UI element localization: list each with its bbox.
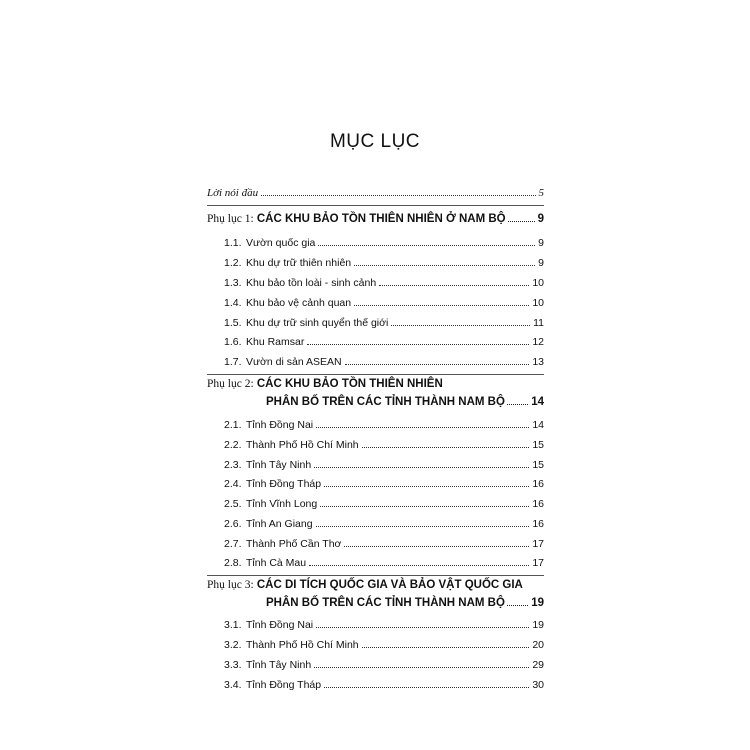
toc-item-label <box>224 297 351 309</box>
toc-item-label <box>224 237 315 249</box>
toc-page-number: 14 <box>531 396 544 408</box>
toc-item-label <box>224 639 359 651</box>
leader-dots <box>324 486 529 487</box>
leader-dots <box>316 526 530 527</box>
leader-dots <box>314 667 529 668</box>
toc-item-text: Khu bảo vệ cảnh quan <box>246 297 352 309</box>
toc-item-label <box>224 419 313 431</box>
toc-item <box>207 317 544 329</box>
toc-item-label <box>224 277 376 289</box>
leader-dots <box>354 265 535 266</box>
toc-entry-intro <box>207 187 544 199</box>
toc-item <box>207 419 544 431</box>
toc-item-text: Khu dự trữ thiên nhiên <box>246 257 352 269</box>
toc-item <box>207 538 544 550</box>
toc-item-number: 2.2. <box>224 439 242 451</box>
toc-item-text: Tỉnh Đồng Tháp <box>246 679 322 691</box>
appendix-title-line-2: PHÂN BỐ TRÊN CÁC TỈNH THÀNH NAM BỘ <box>266 597 505 609</box>
toc-page-number: 13 <box>532 356 544 368</box>
toc-page-number: 20 <box>532 639 544 651</box>
toc-item <box>207 659 544 671</box>
toc-item-text: Tỉnh An Giang <box>246 518 313 530</box>
toc-item-label <box>224 518 313 530</box>
toc-page-number: 15 <box>532 459 544 471</box>
toc-item-label <box>224 478 321 490</box>
toc-item-label <box>224 317 388 329</box>
toc-item-number: 1.7. <box>224 356 242 368</box>
toc-item-number: 1.6. <box>224 336 242 348</box>
toc-item-label <box>224 257 351 269</box>
toc-page-number: 15 <box>532 439 544 451</box>
toc-item-text: Tỉnh Cà Mau <box>246 557 307 569</box>
leader-dots <box>507 404 528 405</box>
leader-dots <box>508 221 535 222</box>
toc-item-text: Thành Phố Hồ Chí Minh <box>246 639 359 651</box>
toc-item <box>207 478 544 490</box>
toc-item-number: 3.3. <box>224 659 242 671</box>
toc-item-label <box>224 619 313 631</box>
leader-dots <box>309 565 529 566</box>
toc-page-number: 10 <box>532 297 544 309</box>
toc-item <box>207 257 544 269</box>
toc-item-text: Khu Ramsar <box>246 336 305 348</box>
toc-item-label <box>224 679 321 691</box>
leader-dots <box>314 467 529 468</box>
page-title: MỤC LỤC <box>329 131 421 152</box>
toc-page-number: 17 <box>532 538 544 550</box>
leader-dots <box>344 546 529 547</box>
toc-item-number: 2.7. <box>224 538 242 550</box>
toc-page-number: 16 <box>532 498 544 510</box>
toc-item-label <box>224 538 341 550</box>
toc-appendix-2 <box>207 396 544 408</box>
toc-item <box>207 297 544 309</box>
leader-dots <box>318 245 535 246</box>
toc-item-number: 2.5. <box>224 498 242 510</box>
toc-page-number: 12 <box>532 336 544 348</box>
toc-item-text: Tỉnh Tây Ninh <box>246 659 312 671</box>
toc-item <box>207 459 544 471</box>
appendix-lead: Phụ lục 3: <box>207 579 254 591</box>
toc-item-number: 2.8. <box>224 557 242 569</box>
toc-item-text: Vườn di sản ASEAN <box>246 356 342 368</box>
toc-item-number: 1.5. <box>224 317 242 329</box>
toc-item <box>207 336 544 348</box>
toc-page-number: 11 <box>533 317 544 329</box>
toc-page-number: 30 <box>532 679 544 691</box>
leader-dots <box>316 627 529 628</box>
leader-dots <box>261 195 535 196</box>
toc-item-text: Tỉnh Tây Ninh <box>246 459 312 471</box>
toc-page-number: 9 <box>538 257 544 269</box>
toc-page-number: 16 <box>532 478 544 490</box>
toc-item-label <box>224 659 311 671</box>
divider <box>207 205 544 206</box>
toc-entry-label: Lời nói đầu <box>207 187 259 199</box>
appendix-title: CÁC KHU BẢO TỒN THIÊN NHIÊN Ở NAM BỘ <box>256 213 506 225</box>
leader-dots <box>320 506 529 507</box>
toc-item-text: Thành Phố Hồ Chí Minh <box>246 439 359 451</box>
leader-dots <box>316 427 529 428</box>
toc-item <box>207 498 544 510</box>
leader-dots <box>362 447 530 448</box>
leader-dots <box>391 325 530 326</box>
toc-item-text: Vườn quốc gia <box>246 237 316 249</box>
toc-item-number: 2.3. <box>224 459 242 471</box>
leader-dots <box>507 605 528 606</box>
appendix-lead: Phụ lục 2: <box>207 378 254 390</box>
appendix-title: CÁC DI TÍCH QUỐC GIA VÀ BẢO VẬT QUỐC GIA <box>256 579 523 591</box>
toc-item <box>207 679 544 691</box>
toc-page-number: 9 <box>537 213 544 225</box>
toc-item-number: 3.4. <box>224 679 242 691</box>
appendix-heading-line-1 <box>207 579 523 591</box>
toc-item-number: 3.1. <box>224 619 242 631</box>
toc-item-label <box>224 498 317 510</box>
toc-item <box>207 439 544 451</box>
toc-item-text: Tỉnh Đồng Tháp <box>246 478 322 490</box>
appendix-heading <box>207 213 506 225</box>
toc-item-number: 2.6. <box>224 518 242 530</box>
toc-page-number: 9 <box>538 237 544 249</box>
toc-item <box>207 277 544 289</box>
toc-page-number: 19 <box>532 619 544 631</box>
toc-item-number: 2.1. <box>224 419 242 431</box>
leader-dots <box>307 344 529 345</box>
divider <box>207 575 544 576</box>
toc-item-label <box>224 459 311 471</box>
toc-item-label <box>224 356 342 368</box>
toc-item <box>207 518 544 530</box>
leader-dots <box>379 285 529 286</box>
toc-item-label <box>224 557 306 569</box>
toc-item <box>207 356 544 368</box>
appendix-lead: Phụ lục 1: <box>207 213 254 225</box>
toc-page-number: 10 <box>532 277 544 289</box>
toc-page-number: 14 <box>532 419 544 431</box>
toc-item <box>207 639 544 651</box>
appendix-title: CÁC KHU BẢO TỒN THIÊN NHIÊN <box>256 378 443 390</box>
leader-dots <box>324 687 529 688</box>
appendix-heading-line-1 <box>207 378 443 390</box>
toc-appendix-1 <box>207 213 544 225</box>
toc-item-text: Tỉnh Đồng Nai <box>246 419 314 431</box>
toc-page-number: 5 <box>538 187 544 199</box>
toc-page-number: 16 <box>532 518 544 530</box>
leader-dots <box>345 364 530 365</box>
leader-dots <box>354 305 529 306</box>
toc-item-text: Tỉnh Đồng Nai <box>246 619 314 631</box>
toc-item-text: Khu dự trữ sinh quyển thế giới <box>246 317 389 329</box>
toc-item-number: 1.4. <box>224 297 242 309</box>
appendix-title-line-2: PHÂN BỐ TRÊN CÁC TỈNH THÀNH NAM BỘ <box>266 396 505 408</box>
toc-item-text: Thành Phố Cần Thơ <box>246 538 342 550</box>
divider <box>207 374 544 375</box>
toc-page-number: 29 <box>532 659 544 671</box>
toc-item-number: 3.2. <box>224 639 242 651</box>
toc-item-label <box>224 336 304 348</box>
toc-item <box>207 557 544 569</box>
toc-item-number: 2.4. <box>224 478 242 490</box>
toc-item <box>207 619 544 631</box>
toc-item <box>207 237 544 249</box>
toc-page-number: 17 <box>532 557 544 569</box>
toc-item-label <box>224 439 359 451</box>
toc-appendix-3 <box>207 597 544 609</box>
toc-page-number: 19 <box>531 597 544 609</box>
toc-item-text: Tỉnh Vĩnh Long <box>246 498 318 510</box>
toc-item-text: Khu bảo tồn loài - sinh cảnh <box>246 277 377 289</box>
toc-item-number: 1.1. <box>224 237 242 249</box>
toc-item-number: 1.3. <box>224 277 242 289</box>
leader-dots <box>362 647 530 648</box>
toc-item-number: 1.2. <box>224 257 242 269</box>
